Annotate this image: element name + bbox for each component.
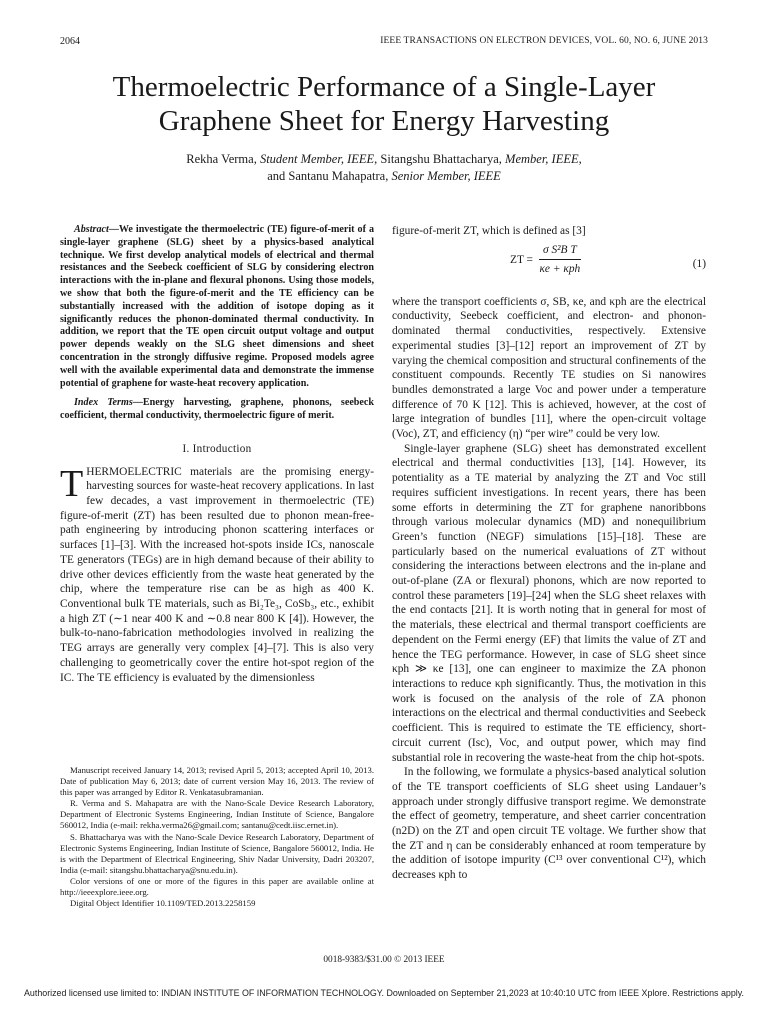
- author-3-role: Senior Member, IEEE: [391, 168, 501, 183]
- equation-1: [392, 243, 706, 289]
- index-terms: [60, 397, 374, 423]
- author-3-name: and Santanu Mahapatra,: [267, 168, 392, 183]
- author-line-1: [40, 151, 728, 168]
- author-line-2: [40, 168, 728, 185]
- footnote-affiliation-2: S. Bhattacharya was with the Nano-Scale Device Research Laboratory, Department of Electronic Systems Engineering, Indian Institute of Science, Bangalore 560012, India. He is with the Department of Electrical Engineering, Shiv Nadar University, Dadri 203207, India (e-mail: sitangshu.bhattacharya@snu.edu.in).: [60, 831, 374, 875]
- abstract-label: Abstract: [74, 224, 109, 235]
- author-sep: ,: [578, 152, 582, 166]
- abstract: [60, 224, 374, 390]
- section-heading: I. Introduction: [182, 442, 252, 455]
- index-terms-label: Index Terms: [74, 397, 133, 409]
- author-1-role: Student Member, IEEE: [259, 152, 375, 166]
- footnote-color: Color versions of one or more of the figures in this paper are available online at http://ieeexplore.ieee.org.: [60, 875, 374, 898]
- footnote-manuscript: Manuscript received January 14, 2013; revised April 5, 2013; accepted April 10, 2013. Date of publication May 6, 2013; date of current version May 16, 2013. The review of this paper was arranged by Editor R. Venkatasubramanian.: [60, 765, 374, 798]
- right-paragraph-1: where the transport coefficients σ, SB, κe, and κph are the electrical conductivity, Seebeck coefficient, and electron- and phonon-dominated thermal conductivities, respectively. Extensive experimental studies [3]–[12] report an improvement of ZT by varying the chemical composition and structural confinements of the constituent compounds. Recently TE studies on Si nanowires bundles demonstrated a large Voc and power under a temperature difference of 70 K [12]. This is achieved, however, at the cost of large integration of bundles [11], where the open-circuit voltage (Voc), ZT, and efficiency (η) “per wire” could be very low.: [392, 295, 706, 441]
- page-number: 2064: [60, 36, 80, 47]
- title-line-1: Thermoelectric Performance of a Single-Layer: [112, 71, 656, 103]
- copyright-line: 0018-9383/$31.00 © 2013 IEEE: [323, 955, 445, 965]
- author-list: [40, 151, 728, 184]
- equation-fraction: [539, 243, 581, 277]
- author-2-name: , Sitangshu Bhattacharya,: [374, 152, 506, 166]
- footnote-affiliation-1: R. Verma and S. Mahapatra are with the Nano-Scale Device Research Laboratory, Department of Electronic Systems Engineering, Indian Institute of Science, Bangalore 560012, India (e-mail: rekha.verma26@gmail.com; santanu@cedt.iisc.ernet.in).: [60, 798, 374, 831]
- footnotes: [60, 765, 374, 909]
- equation-lhs: ZT =: [510, 253, 533, 266]
- paper-title: [40, 70, 728, 138]
- author-1-name: Rekha Verma,: [186, 152, 260, 166]
- intro-text: materials are the promising energy-harvesting sources for waste-heat recovery applications. In last few decades, a vast improvement in thermoelectric (TE) figure-of-merit (ZT) has been resulted due to phonon mean-free-path engineering by introducing phonon scattering interfaces or surfaces [1]–[3]. With the increased hot-spots inside ICs, nanoscale TE generators (TEGs) are in high demand because of their ability to drive other devices efficiently from the waste heat generated by the chip, where the temperature rise can be as high as 400 K. Conventional bulk TE materials, such as Bi₂Te₃, CoSb₃, etc., exhibit a high ZT (∼1 near 400 K and ∼0.8 near 800 K [4]). However, the bulk-to-nano-fabrication methodologies involved in realizing the TEG arrays are generally very complex [4]–[7]. This is also very challenging to geometrically cover the entire hot-spot region of the IC. The TE efficiency is evaluated by the dimensionless: [60, 465, 374, 684]
- right-intro-line: figure-of-merit ZT, which is defined as [3]: [392, 225, 586, 237]
- right-column: [392, 224, 706, 883]
- footnote-doi: Digital Object Identifier 10.1109/TED.2013.2258159: [70, 898, 256, 909]
- dropcap: T: [60, 462, 84, 505]
- license-notice: Authorized licensed use limited to: INDIAN INSTITUTE OF INFORMATION TECHNOLOGY. Downloaded on September 21,2023 at 10:40:10 UTC from IEEE Xplore. Restrictions apply.: [24, 988, 744, 998]
- title-line-2: Graphene Sheet for Energy Harvesting: [158, 105, 610, 137]
- intro-paragraph: [60, 462, 374, 686]
- index-terms-text: —Energy harvesting, graphene, phonons, seebeck coefficient, thermal conductivity, thermoelectric figure of merit.: [60, 397, 374, 422]
- abstract-text: —We investigate the thermoelectric (TE) figure-of-merit of a single-layer graphene (SLG) sheet by a physics-based analytical technique. We first develop analytical models of electrical and thermal resistances and the Seebeck coefficient of SLG by considering electron interactions with the in-plane and flexural phonons. Using those models, we show that both the figure-of-merit and the TE efficiency can be substantially increased with the addition of isotope doping as it significantly reduces the phonon-dominated thermal conductivity. In addition, we report that the TE open circuit output voltage and output power depends weakly on the SLG sheet dimensions and sheet concentration in the strongly diffusive regime. Proposed models agree well with the available experimental data and demonstrate the immense potential of graphene for waste-heat recovery application.: [60, 224, 374, 389]
- right-paragraph-3: In the following, we formulate a physics-based analytical solution of the TE transport coefficients of SLG sheet using Landauer’s approach under strongly diffusive transport regime. We demonstrate the effect of geometry, temperature, and sheet carrier concentration (n2D) on the ZT and open circuit TE voltage. We further show that the ZT and η can be considerably enhanced at room temperature by the addition of isotope impurity (C¹³ over conventional C¹²), which decreases κph to: [392, 766, 706, 882]
- right-paragraph-2: Single-layer graphene (SLG) sheet has demonstrated excellent electrical and thermal conductivities [13], [14]. However, its potentiality as a TE material by analyzing the ZT and Voc still requires sufficient investigations. In recent years, there has been some efforts in determining the ZT for graphene nanoribbons through various molecular dynamics (MD) and nonequilibrium Green’s function (NEGF) simulations [15]–[18]. These are particularly based on the numerical evaluations of ZT without considering the interactions between electrons and the in-plane and out-of-plane (ZA or flexural) phonons, which are now reported to control these parameters [19]–[24] when the SLG sheet relaxes with the end contacts [21]. It is worth noting that in general for most of the materials, these electrical and thermal transport coefficients are dependent on the Fermi energy (EF) that limits the value of ZT and hence the TEG performance. However, in case of SLG sheet since κph ≫ κe [13], one can engineer to maximize the ZA phonon interactions to reduce κph significantly. Thus, the motivation in this work is focused on the analysis of the role of ZA phonon interactions on the electrical and thermal conductivities and Seebeck coefficient. This is required to estimate the TE efficiency, short-circuit current (Isc), Voc, and output power, which may find substantial role in recovering the waste-heat from the chip hot-spots.: [392, 442, 706, 764]
- running-head: IEEE TRANSACTIONS ON ELECTRON DEVICES, VOL. 60, NO. 6, JUNE 2013: [380, 36, 708, 46]
- author-2-role: Member, IEEE: [505, 152, 579, 166]
- equation-body: [510, 243, 581, 277]
- equation-denominator: κe + κph: [539, 263, 581, 276]
- left-column: [60, 224, 374, 685]
- equation-numerator: σ S²B T: [539, 243, 581, 261]
- intro-lead: HERMOELECTRIC: [86, 465, 182, 478]
- equation-number: (1): [692, 257, 706, 270]
